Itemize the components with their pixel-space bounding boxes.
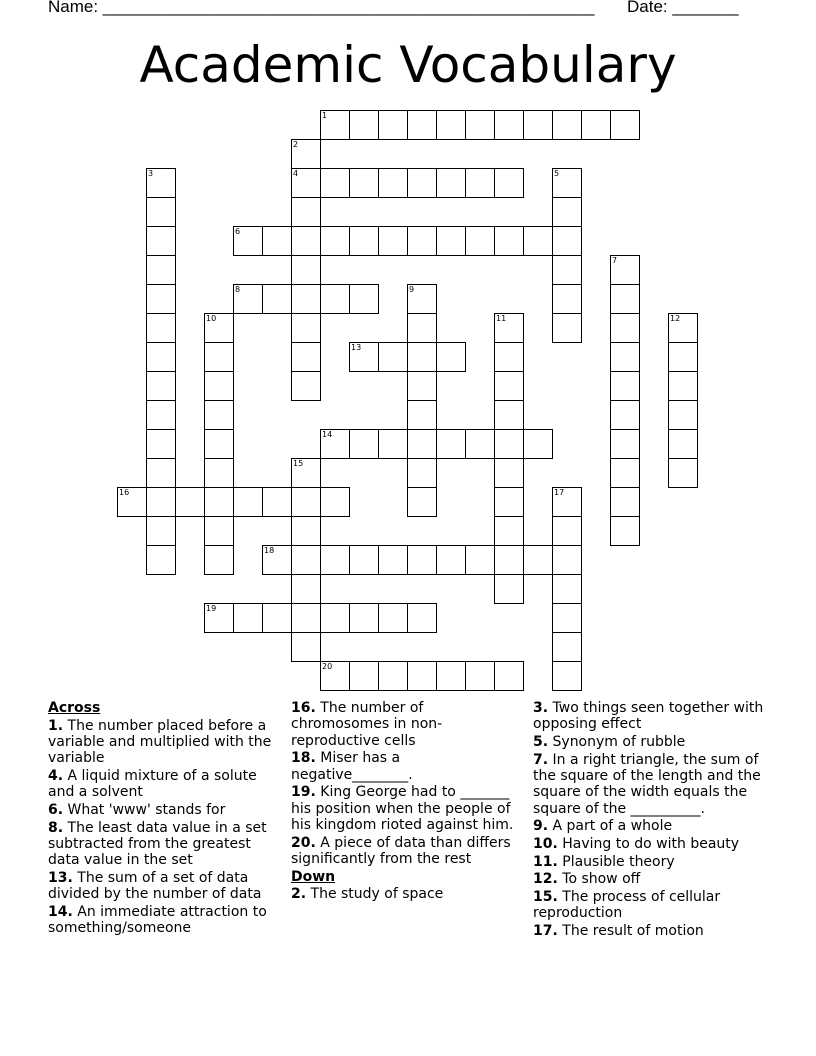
crossword-cell[interactable] bbox=[523, 110, 553, 140]
crossword-cell[interactable] bbox=[610, 371, 640, 401]
crossword-cell[interactable] bbox=[146, 400, 176, 430]
crossword-cell[interactable] bbox=[320, 110, 350, 140]
page-title: Academic Vocabulary bbox=[139, 36, 677, 94]
crossword-cell[interactable] bbox=[552, 574, 582, 604]
crossword-cell[interactable] bbox=[175, 487, 205, 517]
crossword-cell[interactable] bbox=[320, 545, 350, 575]
crossword-cell[interactable] bbox=[146, 516, 176, 546]
crossword-cell[interactable] bbox=[668, 429, 698, 459]
crossword-cell[interactable] bbox=[349, 661, 379, 691]
across-heading: Across bbox=[48, 700, 101, 716]
crossword-cell[interactable] bbox=[320, 603, 350, 633]
crossword-cell[interactable] bbox=[407, 284, 437, 314]
crossword-cell[interactable] bbox=[552, 516, 582, 546]
clue-number: 13 bbox=[351, 343, 362, 352]
crossword-cell[interactable] bbox=[320, 168, 350, 198]
clue-down-15: 15. The process of cellular reproduction bbox=[533, 889, 721, 922]
crossword-cell[interactable] bbox=[494, 313, 524, 343]
crossword-cell[interactable] bbox=[146, 342, 176, 372]
clue-across-18: 18. Miser has a negative________. bbox=[291, 750, 413, 783]
clue-number: 6 bbox=[235, 227, 241, 236]
clue-column-3 bbox=[533, 700, 765, 941]
crossword-cell[interactable] bbox=[407, 168, 437, 198]
crossword-cell[interactable] bbox=[407, 458, 437, 488]
clue-across-14: 14. An immediate attraction to something/someone bbox=[48, 903, 267, 937]
crossword-cell[interactable] bbox=[494, 545, 524, 575]
clue-number: 10 bbox=[206, 314, 217, 323]
clue-number: 11 bbox=[496, 314, 507, 323]
crossword-cell[interactable] bbox=[291, 458, 321, 488]
crossword-cell[interactable] bbox=[291, 632, 321, 662]
crossword-cell[interactable] bbox=[204, 342, 234, 372]
crossword-cell[interactable] bbox=[378, 110, 408, 140]
crossword-cell[interactable] bbox=[291, 516, 321, 546]
crossword-cell[interactable] bbox=[552, 603, 582, 633]
crossword-cell[interactable] bbox=[146, 284, 176, 314]
crossword-cell[interactable] bbox=[204, 313, 234, 343]
crossword-cell[interactable] bbox=[436, 168, 466, 198]
crossword-cell[interactable] bbox=[494, 168, 524, 198]
crossword-cell[interactable] bbox=[407, 487, 437, 517]
crossword-cell[interactable] bbox=[262, 487, 292, 517]
crossword-cell[interactable] bbox=[610, 313, 640, 343]
crossword-cell[interactable] bbox=[552, 284, 582, 314]
crossword-cell[interactable] bbox=[494, 400, 524, 430]
crossword-cell[interactable] bbox=[610, 400, 640, 430]
crossword-cell[interactable] bbox=[552, 632, 582, 662]
crossword-cell[interactable] bbox=[436, 429, 466, 459]
crossword-cell[interactable] bbox=[668, 313, 698, 343]
crossword-cell[interactable] bbox=[668, 458, 698, 488]
crossword-cell[interactable] bbox=[349, 545, 379, 575]
clue-number: 16 bbox=[119, 488, 130, 497]
crossword-cell[interactable] bbox=[291, 603, 321, 633]
crossword-cell[interactable] bbox=[378, 661, 408, 691]
crossword-cell[interactable] bbox=[465, 110, 495, 140]
crossword-cell[interactable] bbox=[378, 168, 408, 198]
clue-number: 20 bbox=[322, 662, 333, 671]
crossword-cell[interactable] bbox=[204, 429, 234, 459]
crossword-cell[interactable] bbox=[320, 661, 350, 691]
crossword-cell[interactable] bbox=[523, 429, 553, 459]
clue-down-10: 10. Having to do with beauty bbox=[533, 835, 740, 852]
crossword-cell[interactable] bbox=[407, 226, 437, 256]
crossword-cell[interactable] bbox=[523, 545, 553, 575]
clue-across-16: 16. The number of chromosomes in non-reproductive cells bbox=[291, 700, 443, 749]
name-field-line: Name: ____________________________________________________ bbox=[48, 0, 595, 16]
crossword-cell[interactable] bbox=[146, 168, 176, 198]
crossword-cell[interactable] bbox=[291, 487, 321, 517]
crossword-cell[interactable] bbox=[465, 168, 495, 198]
crossword-cell[interactable] bbox=[204, 516, 234, 546]
crossword-cell[interactable] bbox=[233, 226, 263, 256]
crossword-cell[interactable] bbox=[494, 574, 524, 604]
crossword-cell[interactable] bbox=[146, 313, 176, 343]
crossword-cell[interactable] bbox=[668, 371, 698, 401]
crossword-cell[interactable] bbox=[204, 371, 234, 401]
crossword-cell[interactable] bbox=[378, 545, 408, 575]
crossword-cell[interactable] bbox=[436, 342, 466, 372]
crossword-cell[interactable] bbox=[262, 545, 292, 575]
crossword-cell[interactable] bbox=[465, 545, 495, 575]
clue-down-17: 17. The result of motion bbox=[533, 922, 704, 939]
crossword-cell[interactable] bbox=[146, 458, 176, 488]
crossword-cell[interactable] bbox=[233, 284, 263, 314]
crossword-cell[interactable] bbox=[204, 603, 234, 633]
crossword-cell[interactable] bbox=[320, 226, 350, 256]
clue-column-2 bbox=[291, 700, 517, 904]
crossword-cell[interactable] bbox=[610, 458, 640, 488]
crossword-cell[interactable] bbox=[436, 545, 466, 575]
crossword-cell[interactable] bbox=[378, 429, 408, 459]
clue-across-20: 20. A piece of data than differs significantly from the rest bbox=[291, 834, 511, 867]
crossword-cell[interactable] bbox=[204, 400, 234, 430]
crossword-cell[interactable] bbox=[668, 342, 698, 372]
clue-number: 15 bbox=[293, 459, 304, 468]
crossword-cell[interactable] bbox=[610, 516, 640, 546]
crossword-cell[interactable] bbox=[552, 545, 582, 575]
crossword-cell[interactable] bbox=[610, 487, 640, 517]
crossword-cell[interactable] bbox=[349, 226, 379, 256]
clue-number: 1 bbox=[322, 111, 328, 120]
crossword-cell[interactable] bbox=[349, 342, 379, 372]
crossword-cell[interactable] bbox=[291, 255, 321, 285]
down-heading: Down bbox=[291, 868, 336, 885]
clue-down-11: 11. Plausible theory bbox=[533, 853, 675, 870]
crossword-cell[interactable] bbox=[407, 313, 437, 343]
crossword-cell[interactable] bbox=[291, 574, 321, 604]
crossword-cell[interactable] bbox=[407, 545, 437, 575]
crossword-cell[interactable] bbox=[320, 284, 350, 314]
crossword-cell[interactable] bbox=[320, 429, 350, 459]
crossword-cell[interactable] bbox=[494, 371, 524, 401]
crossword-cell[interactable] bbox=[407, 429, 437, 459]
crossword-cell[interactable] bbox=[146, 226, 176, 256]
crossword-cell[interactable] bbox=[494, 458, 524, 488]
crossword-cell[interactable] bbox=[610, 255, 640, 285]
crossword-cell[interactable] bbox=[552, 487, 582, 517]
crossword-cell[interactable] bbox=[291, 168, 321, 198]
clue-number: 3 bbox=[148, 169, 154, 178]
crossword-cell[interactable] bbox=[610, 429, 640, 459]
crossword-cell[interactable] bbox=[436, 110, 466, 140]
crossword-cell[interactable] bbox=[204, 458, 234, 488]
clue-number: 5 bbox=[554, 169, 560, 178]
crossword-cell[interactable] bbox=[494, 429, 524, 459]
clue-down-9: 9. A part of a whole bbox=[533, 818, 673, 835]
crossword-cell[interactable] bbox=[552, 313, 582, 343]
crossword-cell[interactable] bbox=[494, 661, 524, 691]
crossword-cell[interactable] bbox=[146, 487, 176, 517]
crossword-cell[interactable] bbox=[349, 429, 379, 459]
crossword-cell[interactable] bbox=[291, 284, 321, 314]
clue-number: 17 bbox=[554, 488, 565, 497]
clue-number: 19 bbox=[206, 604, 217, 613]
crossword-cell[interactable] bbox=[378, 342, 408, 372]
crossword-cell[interactable] bbox=[668, 400, 698, 430]
crossword-cell[interactable] bbox=[204, 487, 234, 517]
crossword-cell[interactable] bbox=[407, 400, 437, 430]
crossword-cell[interactable] bbox=[146, 429, 176, 459]
clue-across-13: 13. The sum of a set of data divided by the number of data bbox=[48, 869, 262, 903]
crossword-cell[interactable] bbox=[320, 487, 350, 517]
crossword-cell[interactable] bbox=[494, 487, 524, 517]
crossword-cell[interactable] bbox=[233, 603, 263, 633]
crossword-cell[interactable] bbox=[436, 226, 466, 256]
crossword-cell[interactable] bbox=[552, 255, 582, 285]
crossword-cell[interactable] bbox=[552, 661, 582, 691]
crossword-cell[interactable] bbox=[581, 110, 611, 140]
crossword-cell[interactable] bbox=[291, 139, 321, 169]
crossword-cell[interactable] bbox=[494, 226, 524, 256]
clue-number: 12 bbox=[670, 314, 681, 323]
crossword-cell[interactable] bbox=[465, 429, 495, 459]
crossword-cell[interactable] bbox=[407, 110, 437, 140]
crossword-cell[interactable] bbox=[378, 603, 408, 633]
crossword-cell[interactable] bbox=[407, 371, 437, 401]
crossword-cell[interactable] bbox=[291, 342, 321, 372]
clue-down-12: 12. To show off bbox=[533, 871, 641, 888]
crossword-cell[interactable] bbox=[465, 226, 495, 256]
crossword-cell[interactable] bbox=[349, 603, 379, 633]
crossword-cell[interactable] bbox=[465, 661, 495, 691]
clue-across-4: 4. A liquid mixture of a solute and a solvent bbox=[48, 767, 257, 801]
crossword-cell[interactable] bbox=[262, 284, 292, 314]
crossword-cell[interactable] bbox=[552, 110, 582, 140]
clue-number: 9 bbox=[409, 285, 415, 294]
clue-number: 2 bbox=[293, 140, 299, 149]
crossword-cell[interactable] bbox=[262, 603, 292, 633]
clue-column-1 bbox=[48, 700, 280, 938]
crossword-cell[interactable] bbox=[523, 226, 553, 256]
clue-down-5: 5. Synonym of rubble bbox=[533, 733, 686, 750]
crossword-cell[interactable] bbox=[552, 197, 582, 227]
crossword-cell[interactable] bbox=[146, 255, 176, 285]
clue-number: 4 bbox=[293, 169, 299, 178]
crossword-cell[interactable] bbox=[146, 371, 176, 401]
clue-number: 18 bbox=[264, 546, 275, 555]
crossword-cell[interactable] bbox=[146, 545, 176, 575]
crossword-cell[interactable] bbox=[494, 110, 524, 140]
clue-number: 14 bbox=[322, 430, 333, 439]
clue-across-19: 19. King George had to _______ his position when the people of his kingdom rioted against him. bbox=[291, 784, 514, 833]
crossword-cell[interactable] bbox=[494, 516, 524, 546]
crossword-cell[interactable] bbox=[436, 661, 466, 691]
crossword-cell[interactable] bbox=[291, 545, 321, 575]
crossword-cell[interactable] bbox=[407, 603, 437, 633]
clue-across-6: 6. What 'www' stands for bbox=[48, 801, 226, 818]
crossword-cell[interactable] bbox=[378, 226, 408, 256]
crossword-cell[interactable] bbox=[146, 197, 176, 227]
crossword-cell[interactable] bbox=[610, 284, 640, 314]
crossword-cell[interactable] bbox=[610, 110, 640, 140]
crossword-cell[interactable] bbox=[233, 487, 263, 517]
clue-across-1: 1. The number placed before a variable and multiplied with the variable bbox=[48, 717, 272, 767]
crossword-cell[interactable] bbox=[291, 313, 321, 343]
crossword-cell[interactable] bbox=[262, 226, 292, 256]
clue-number: 7 bbox=[612, 256, 618, 265]
crossword-cell[interactable] bbox=[204, 545, 234, 575]
crossword-cell[interactable] bbox=[349, 110, 379, 140]
date-field-line: Date: _______ bbox=[627, 0, 739, 16]
crossword-cell[interactable] bbox=[291, 226, 321, 256]
crossword-cell[interactable] bbox=[291, 197, 321, 227]
crossword-cell[interactable] bbox=[117, 487, 147, 517]
crossword-cell[interactable] bbox=[494, 342, 524, 372]
crossword-cell[interactable] bbox=[291, 371, 321, 401]
crossword-cell[interactable] bbox=[407, 661, 437, 691]
clue-number: 8 bbox=[235, 285, 241, 294]
crossword-cell[interactable] bbox=[349, 168, 379, 198]
crossword-cell[interactable] bbox=[610, 342, 640, 372]
clue-down-3: 3. Two things seen together with opposing effect bbox=[533, 700, 764, 733]
crossword-cell[interactable] bbox=[552, 168, 582, 198]
clue-across-8: 8. The least data value in a set subtracted from the greatest data value in the set bbox=[48, 819, 267, 869]
crossword-cell[interactable] bbox=[407, 342, 437, 372]
crossword-cell[interactable] bbox=[349, 284, 379, 314]
clue-down-7: 7. In a right triangle, the sum of the square of the length and the square of the width equals the square of the __________. bbox=[533, 751, 761, 817]
crossword-cell[interactable] bbox=[552, 226, 582, 256]
clue-down-2: 2. The study of space bbox=[291, 886, 444, 903]
